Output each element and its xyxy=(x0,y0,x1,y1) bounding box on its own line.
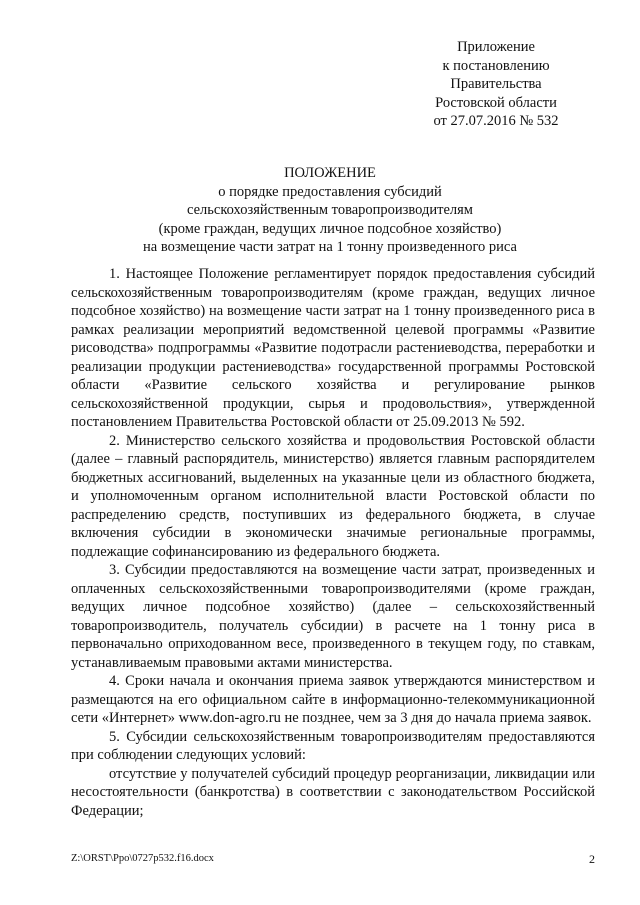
heading-line: (кроме граждан, ведущих личное подсобное хозяйство) xyxy=(158,220,502,237)
document-title: ПОЛОЖЕНИЕ xyxy=(284,165,376,181)
annex-block xyxy=(416,38,576,131)
paragraph-5: 5. Субсидии сельскохозяйственным товаропроизводителям предоставляются при соблюдении следующих условий: xyxy=(71,728,595,763)
annex-line: Ростовской области xyxy=(435,94,557,111)
heading-line: сельскохозяйственным товаропроизводителям xyxy=(187,202,473,218)
document-heading xyxy=(80,164,580,257)
paragraph-3: 3. Субсидии предоставляются на возмещение части затрат, произведенных и оплаченных сельскохозяйственными товаропроизводителями (кроме граждан, ведущих личное подсобное хозяйство) (далее – сельскохозяйственный товаропроизводитель, получатель субсидии) в расчете на 1 тонну риса в первоначально оприходованном весе, произведенного в текущем году, по ставкам, устанавливаемым правовыми актами министерства. xyxy=(71,562,595,671)
page-number: 2 xyxy=(589,852,595,866)
annex-line: к постановлению xyxy=(442,57,550,74)
paragraph-1: 1. Настоящее Положение регламентирует порядок предоставления субсидий сельскохозяйственным товаропроизводителям (кроме граждан, ведущих личное подсобное хозяйство) на возмещение части затрат на 1 тонну произведенного риса в рамках реализации мероприятий ведомственной целевой программы «Развитие рисоводства» подпрограммы «Развитие подотрасли растениеводства, переработки и реализации продукции растениеводства» государственной программы Ростовской области «Развитие сельского хозяйства и регулирование рынков сельскохозяйственной продукции, сырья и продовольствия», утвержденной постановлением Правительства Ростовской области от 25.09.2013 № 592. xyxy=(71,266,595,430)
file-path: Z:\ORST\Ppo\0727p532.f16.docx xyxy=(71,853,214,864)
paragraph-5-condition-1: отсутствие у получателей субсидий процедур реорганизации, ликвидации или несостоятельности (банкротства) в соответствии с законодательством Российской Федерации; xyxy=(71,765,595,819)
heading-line: о порядке предоставления субсидий xyxy=(218,183,442,200)
document-body xyxy=(71,265,595,820)
annex-line: от 27.07.2016 № 532 xyxy=(433,113,559,129)
heading-line: на возмещение части затрат на 1 тонну произведенного риса xyxy=(143,239,517,255)
paragraph-2: 2. Министерство сельского хозяйства и продовольствия Ростовской области (далее – главный распорядитель, министерство) является главным распорядителем бюджетных ассигнований, выделенных на указанные цели из областного бюджета, и уполномоченным органом исполнительной власти Ростовской области по распределению средств, поступивших из федерального бюджета, в случае включения субсидии в экономически значимые региональные программы, подлежащие софинансированию из федерального бюджета. xyxy=(71,432,595,560)
annex-line: Правительства xyxy=(450,76,542,92)
annex-line: Приложение xyxy=(457,39,535,55)
paragraph-4: 4. Сроки начала и окончания приема заявок утверждаются министерством и размещаются на его официальном сайте в информационно-телекоммуникационной сети «Интернет» www.don-agro.ru не позднее, чем за 3 дня до начала приема заявок. xyxy=(71,673,595,726)
